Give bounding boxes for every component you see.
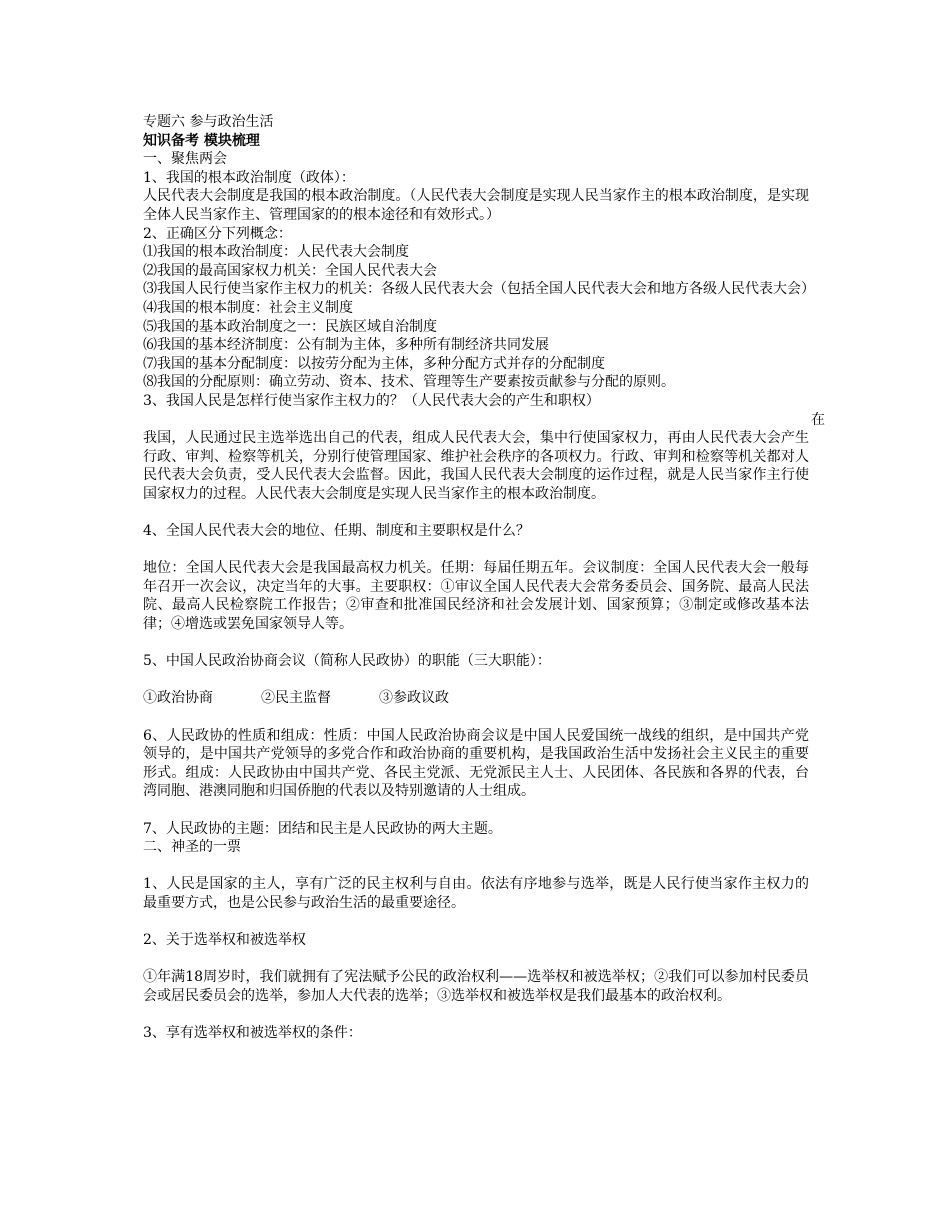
spacer — [143, 541, 809, 560]
question-3: 3、我国人民是怎样行使当家作主权力的？（人民代表大会的产生和职权） — [143, 392, 600, 409]
section-heading-1: 一、聚焦两会 — [143, 151, 227, 168]
spacer — [143, 708, 809, 727]
function-item: ②民主监督 — [261, 690, 331, 707]
function-item: ③参政议政 — [379, 690, 449, 707]
question-10: 3、享有选举权和被选举权的条件： — [143, 1025, 362, 1042]
spacer — [143, 671, 809, 690]
question-1: 1、我国的根本政治制度（政体）： — [143, 169, 355, 186]
list-item: ⑻我国的分配原则：确立劳动、资本、技术、管理等生产要素按贡献参与分配的原则。 — [143, 374, 675, 391]
paragraph-6: 6、人民政协的性质和组成：性质：中国人民政治协商会议是中国人民爱国统一战线的组织，是中国共产党领导的，是中国共产党领导的多党合作和政治协商的重要机构，是我国政治生活中发扬社会主义民主的重要形式。组成：人民政协由中国共产党、各民主党派、无党派民主人士、人民团体、各民族和各界的代表，台湾同胞、港澳同胞和归国侨胞的代表以及特别邀请的人士组成。 — [143, 727, 809, 800]
paragraph-8: 1、人民是国家的主人，享有广泛的民主权利与自由。依法有序地参与选举，既是人民行使当家作主权力的最重要方式，也是公民参与政治生活的最重要途径。 — [143, 876, 809, 911]
spacer — [143, 1006, 809, 1025]
question-4: 4、全国人民代表大会的地位、任期、制度和主要职权是什么？ — [143, 523, 530, 540]
question-3-fragment: 在 — [811, 411, 825, 428]
question-5: 5、中国人民政治协商会议（简称人民政协）的职能（三大职能）： — [143, 653, 551, 670]
spacer — [143, 503, 809, 522]
paragraph-9: ①年满18周岁时，我们就拥有了宪法赋予公民的政治权利——选举权和被选举权；②我们可以参加村民委员会或居民委员会的选举，参加人大代表的选举；③选举权和被选举权是我们最基本的政治权利。 — [143, 969, 809, 1004]
list-item: ⑸我国的基本政治制度之一：民族区域自治制度 — [143, 318, 437, 335]
list-item: ⑶我国人民行使当家作主权力的机关：各级人民代表大会（包括全国人民代表大会和地方各级人民代表大会） — [143, 281, 815, 298]
paragraph-7: 7、人民政协的主题：团结和民主是人民政协的两大主题。 — [143, 820, 502, 837]
paragraph-1: 人民代表大会制度是我国的根本政治制度。（人民代表大会制度是实现人民当家作主的根本政治制度，是实现全体人民当家作主、管理国家的的根本途径和有效形式。） — [143, 188, 809, 223]
list-item: ⑷我国的根本制度：社会主义制度 — [143, 299, 353, 316]
list-item: ⑺我国的基本分配制度：以按劳分配为主体，多种分配方式并存的分配制度 — [143, 355, 605, 372]
paragraph-3: 我国，人民通过民主选举选出自己的代表，组成人民代表大会，集中行使国家权力，再由人民代表大会产生行政、审判、检察等机关，分别行使管理国家、维护社会秩序的各项权力。行政、审判和检察等机关都对人民代表大会负责，受人民代表大会监督。因此，我国人民代表大会制度的运作过程，就是人民当家作主行使国家权力的过程。人民代表大会制度是实现人民当家作主的根本政治制度。 — [143, 430, 809, 502]
list-item: ⑹我国的基本经济制度：公有制为主体，多种所有制经济共同发展 — [143, 337, 549, 354]
spacer — [143, 801, 809, 820]
spacer — [143, 634, 809, 653]
doc-subtitle: 知识备考 模块梳理 — [143, 132, 260, 149]
list-item: ⑵我国的最高国家权力机关：全国人民代表大会 — [143, 262, 437, 279]
document-page — [143, 113, 825, 1043]
doc-title: 专题六 参与政治生活 — [143, 114, 274, 130]
question-2: 2、正确区分下列概念： — [143, 225, 292, 242]
function-item: ①政治协商 — [143, 690, 213, 707]
spacer — [143, 950, 809, 969]
spacer — [143, 913, 809, 932]
paragraph-4: 地位：全国人民代表大会是我国最高权力机关。任期：每届任期五年。会议制度：全国人民代表大会一般每年召开一次会议，决定当年的大事。主要职权：①审议全国人民代表大会常务委员会、国务院、最高人民法院、最高人民检察院工作报告；②审查和批准国民经济和社会发展计划、国家预算；③制定或修改基本法律；④增选或罢免国家领导人等。 — [143, 560, 809, 633]
functions-row — [143, 689, 809, 708]
spacer — [143, 857, 809, 876]
section-heading-2: 二、神圣的一票 — [143, 839, 241, 856]
list-item: ⑴我国的根本政治制度：人民代表大会制度 — [143, 244, 409, 261]
question-9: 2、关于选举权和被选举权 — [143, 932, 306, 949]
